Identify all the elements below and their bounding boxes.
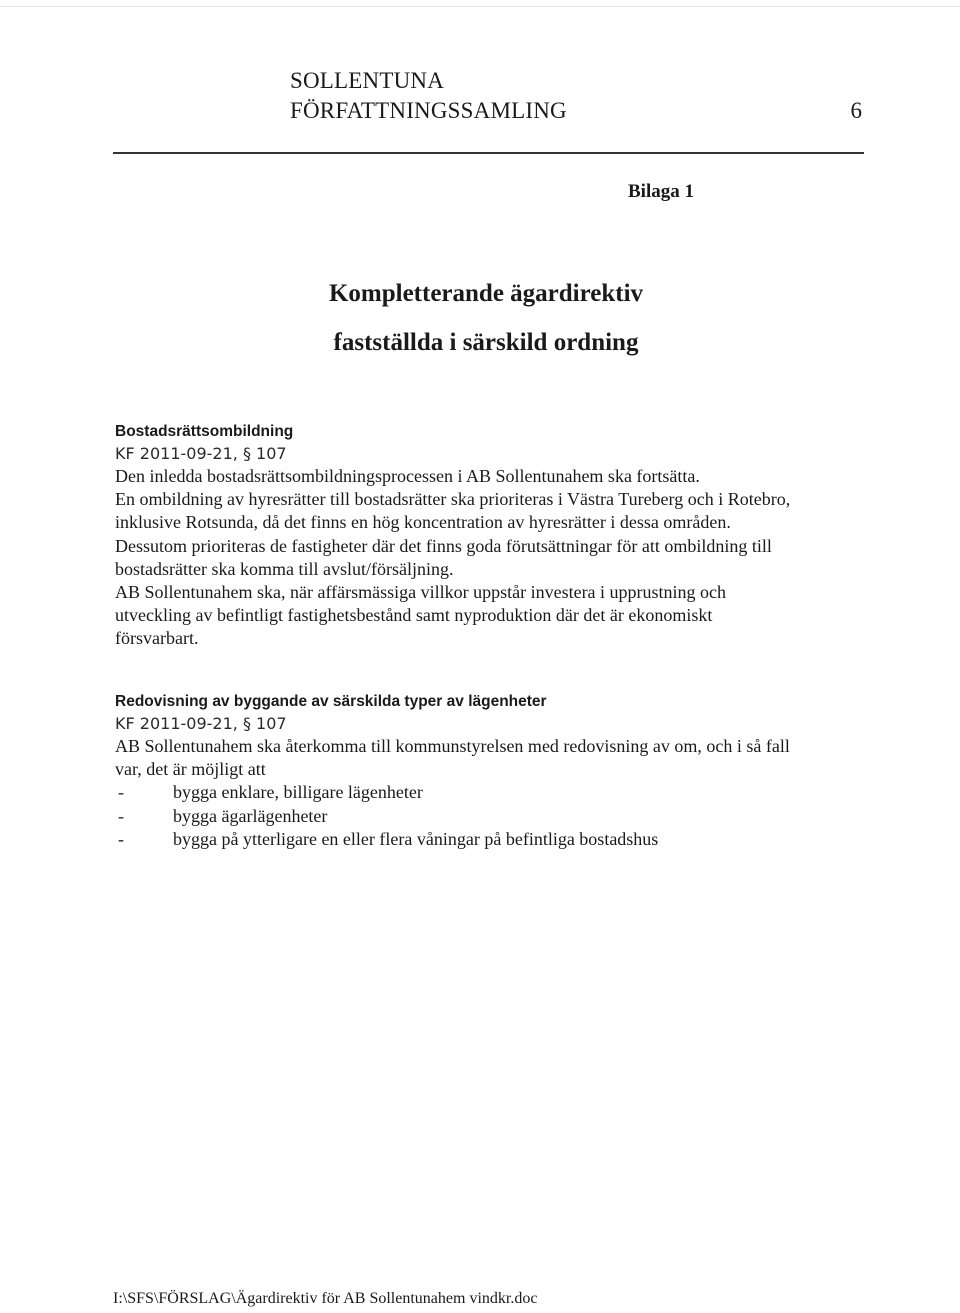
attachment-label: Bilaga 1	[628, 181, 694, 202]
list-item	[115, 805, 875, 828]
header-title-line1: SOLLENTUNA	[290, 68, 445, 93]
paragraph-line: var, det är möjligt att	[115, 759, 266, 780]
bullet-dash: -	[118, 828, 124, 849]
paragraph-line: Den inledda bostadsrättsombildningsprocessen i AB Sollentunahem ska fortsätta.	[115, 466, 700, 486]
header-title-line2: FÖRFATTNINGSSAMLING	[290, 98, 567, 123]
document-header	[290, 66, 870, 126]
paragraph-line: försvarbart.	[115, 628, 199, 649]
section-redovisning	[115, 691, 875, 851]
bullet-list	[115, 781, 875, 851]
paragraph-line: AB Sollentunahem ska, när affärsmässiga villkor uppstår investera i upprustning och	[115, 582, 727, 603]
paragraph-line: utveckling av befintligt fastighetsbestånd samt nyproduktion där det är ekonomiskt	[115, 605, 713, 626]
bullet-dash: -	[118, 805, 124, 826]
paragraph-line: inklusive Rotsunda, då det finns en hög koncentration av hyresrätter i dessa områden.	[115, 512, 731, 533]
section-heading: Redovisning av byggande av särskilda typer av lägenheter	[115, 693, 547, 710]
section-reference: KF 2011-09-21, § 107	[115, 444, 287, 463]
list-item-text: bygga enklare, billigare lägenheter	[173, 782, 423, 803]
scan-top-edge	[0, 6, 960, 7]
header-divider	[113, 152, 864, 154]
document-title-line2: fastställda i särskild ordning	[333, 329, 639, 356]
section-reference: KF 2011-09-21, § 107	[115, 714, 287, 733]
page-number: 6	[850, 98, 862, 123]
bullet-dash: -	[118, 782, 124, 803]
paragraph-line: bostadsrätter ska komma till avslut/försäljning.	[115, 558, 454, 579]
list-item-text: bygga på ytterligare en eller flera våningar på befintliga bostadshus	[173, 828, 659, 849]
document-title-line1: Kompletterande ägardirektiv	[328, 280, 644, 307]
list-item-text: bygga ägarlägenheter	[173, 805, 328, 826]
paragraph-line: En ombildning av hyresrätter till bostadsrätter ska prioriteras i Västra Tureberg och i Rotebro,	[115, 489, 791, 510]
list-item	[115, 828, 875, 851]
footer-file-path: I:\SFS\FÖRSLAG\Ägardirektiv för AB Sollentunahem vindkr.doc	[113, 1290, 538, 1307]
section-bostadsrattsombildning	[115, 421, 875, 651]
section-heading: Bostadsrättsombildning	[115, 423, 294, 440]
list-item	[115, 781, 875, 804]
paragraph-line: Dessutom prioriteras de fastigheter där det finns goda förutsättningar för att ombildning till	[115, 535, 772, 556]
paragraph-line: AB Sollentunahem ska återkomma till kommunstyrelsen med redovisning av om, och i så fall	[115, 736, 790, 756]
